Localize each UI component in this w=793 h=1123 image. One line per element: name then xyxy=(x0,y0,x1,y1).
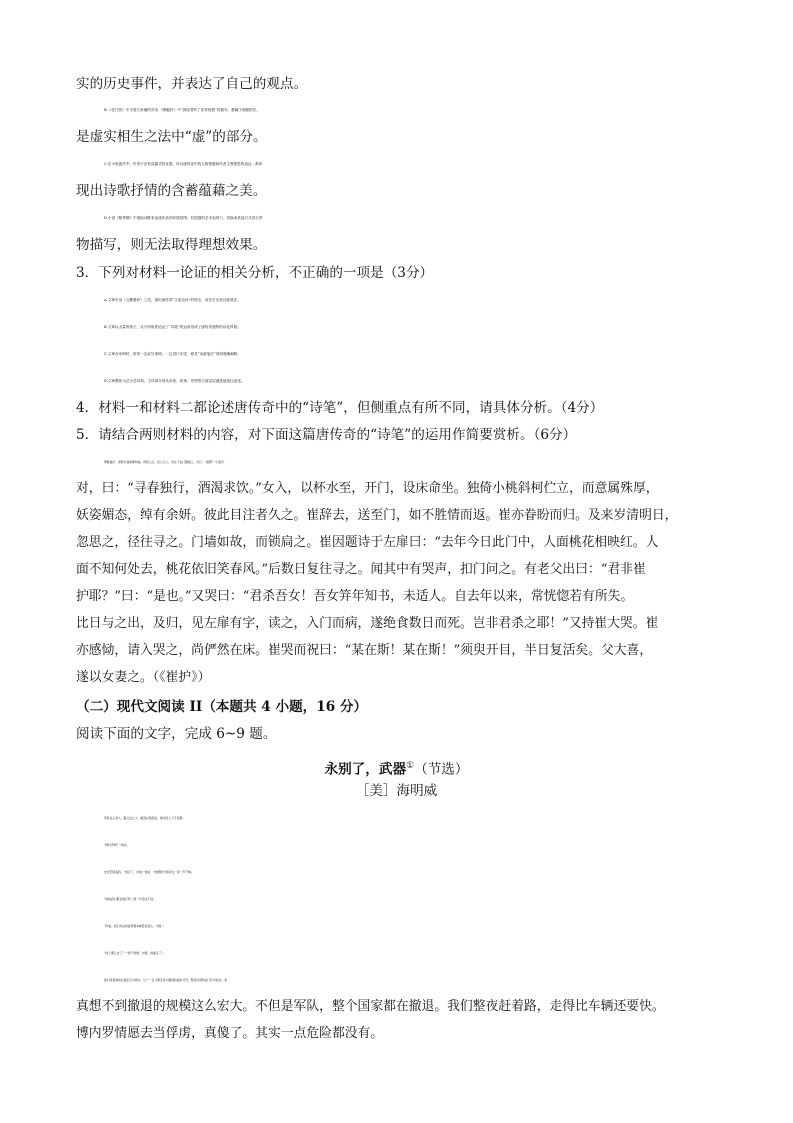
title-excerpt-note: （节选） xyxy=(414,761,469,778)
passage-line: 遂以女妻之。（《崔护》） xyxy=(76,670,211,685)
q3-option-d: D.文章整体为总分总结构，主体部分则从形象、叙事、抒情等方面层层递进地加以论述。 xyxy=(104,379,245,383)
passage-line: 妖姿媚态，绰有余妍。彼此目注者久之。崔辞去，送至门，如不胜情而返。崔亦眷盼而归。及来岁清明日， xyxy=(76,508,678,523)
passage-line: “你看，我们对这场战争根本就没有信心，中尉。” xyxy=(104,924,165,928)
passage-line: 面不知何处去，桃花依旧笑春风。”后数日复往寻之。闻其中有哭声，扣门问之。有老父出曰：“君非崔 xyxy=(76,562,646,577)
question-4: 4．材料一和材料二都论述唐传奇中的“诗笔”，但侧重点有所不同，请具体分析。（4分） xyxy=(76,400,604,416)
q3-option-b: B.文章以大量的例子，从不同角度论证了“诗笔”的运用形成了唐传奇独特的诗化风格。 xyxy=(104,325,241,329)
option-d-line: D.小说《陈季卿》中借助诗歌来渲染作品的环境氛围，有很强的艺术表现力，若换成其他方式进行景 xyxy=(104,216,263,220)
footnote-marker: ① xyxy=(406,761,415,771)
section-heading: （二）现代文阅读 II（本题共 4 小题，16 分） xyxy=(76,699,368,715)
text-line: 实的历史事件，并表达了自己的观点。 xyxy=(76,76,308,92)
question-5: 5．请结合两则材料的内容，对下面这篇唐传奇的“诗笔”的运用作简要赏析。（6分） xyxy=(76,427,577,443)
passage-line: 我们绕着城的北面走过乌迪内，过了一会儿便走进大撤退的基本行列，整夜往塔利亚门托河赶去。我 xyxy=(104,978,228,982)
instruction-line: 阅读下面的文字，完成 6~9 题。 xyxy=(76,726,277,742)
question-3: 3．下列对材料一论证的相关分析，不正确的一项是（3分） xyxy=(76,265,434,281)
q3-option-a: A.文章引用《云麓漫钞》之语，指出唐传奇“文备众体”的特点，旨在引出其诗意笔法。 xyxy=(104,298,241,302)
passage-line: 军队这么庞大，路又这么少，撤退必然混乱。根本没人下令指挥。 xyxy=(104,816,186,820)
passage-line: 忽思之，径往寻之。门墙如故，而锁扃之。崔因题诗于左扉曰：“去年今日此门中，人面桃花相映红。人 xyxy=(76,535,659,550)
text-line: 是虚实相生之法中“虚”的部分。 xyxy=(76,129,267,145)
passage-line: “他上哪儿去了？”“我不知道，中尉。他溜走了。” xyxy=(104,951,165,955)
passage-line: “博内罗呢？”我问。 xyxy=(104,843,130,847)
passage-title xyxy=(0,756,793,780)
passage-line: “他怕我们都会被打死。”我一句话也不说。 xyxy=(104,897,156,901)
q3-option-c: C.文章在举例时，常常一边叙写事例，一边进行评述，使其“诗意笔法”得到准确阐释。 xyxy=(104,352,241,356)
passage-line: 博陵崔护，清明日独游都城南。得居人庄，扣门久之。有女子自门隙窥之，问曰：“谁耶？”以姓字 xyxy=(104,460,225,464)
passage-line: 亦感恸，请入哭之，尚俨然在床。崔哭而祝曰：“某在斯！某在斯！”须臾开目，半日复活矣。父大喜， xyxy=(76,643,653,658)
option-b-line: B.《任氏传》中韦崟与家僮的对话.《柳毅传》中“洞庭君听了非常惊慌”的描写，都属于侧面烘托， xyxy=(104,108,260,112)
option-c-line: C.在小说创作中，作者不宜有直露式的宣泄，所以唐传奇中的人物情感和作者主观情思的表达，都体 xyxy=(104,162,263,166)
passage-line: 比日与之出，及归，见左扉有字，读之，入门而病，遂绝食数日而死。岂非君杀之耶！”又持崔大哭。崔 xyxy=(76,616,659,631)
text-line: 现出诗歌抒情的含蓄蕴藉之美。 xyxy=(76,183,267,199)
title-text: 永别了，武器 xyxy=(324,761,407,778)
passage-line: 对，曰：“寻春独行，酒渴求饮。”女入，以杯水至，开门，设床命坐。独倚小桃斜柯伫立，而意属殊厚， xyxy=(76,481,659,496)
passage-line: 护耶？”曰：“是也。”又哭曰：“君杀吾女！吾女笄年知书，未适人。自去年以来，常恍惚若有所失。 xyxy=(76,589,634,604)
passage-line: 皮安尼望着我。“他走了，中尉。”他说，“他情愿当俘虏去。”我一声不响。 xyxy=(104,870,194,874)
passage-line: 博内罗情愿去当俘虏，真傻了。其实一点危险都没有。 xyxy=(76,1026,384,1041)
author-line: ［美］海明威 xyxy=(355,783,438,799)
text-line: 物描写，则无法取得理想效果。 xyxy=(76,237,267,253)
passage-line: 真想不到撤退的规模这么宏大。不但是军队，整个国家都在撤退。我们整夜赶着路，走得比车辆还要快。 xyxy=(76,999,665,1014)
